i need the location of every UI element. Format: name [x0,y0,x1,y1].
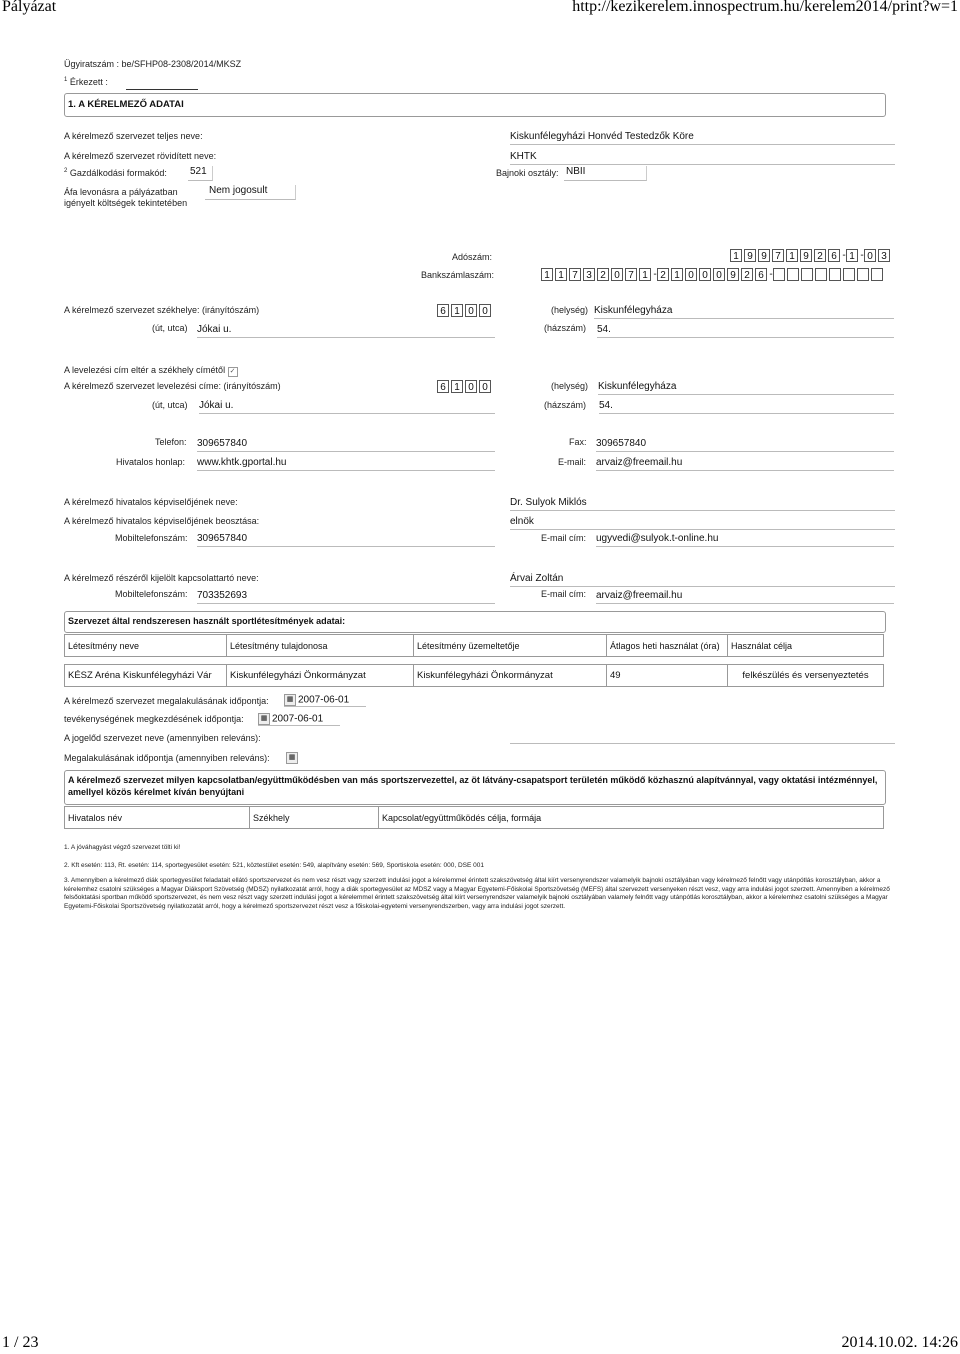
footnote-3: 3. Amennyiben a kérelmező diák sportegyesület feladatait ellátó sportszervezet és nem vesz részt vagy szerzett indulási jogot a kérelemmel érintett szakszövetség által kiírt versenyrendszer valamelyik bajnoki osztályában vagy kérelmező felnőtt vagy utánpótlás korosztályban, akkor a kérelemhez csatolni szükséges a Magyar Diáksport Szövetség (MDSZ) nyilatkozatát arról, hogy a diák sportegyesület az MDSZ vagy a Magyar Egyetemi-Főiskolai Sportszövetség (MEFS) által szervezett versenyeken részt vesz, vagy arra indulási jogot szerzett. Amennyiben a kérelmező felsőoktatási sportban működő sportszervezet, és nem vesz részt vagy szerzett indulási jogot a kérelemmel érintett szakszövetség által kiírt versenyrendszer valamelyik bajnoki osztályában valamely felnőtt vagy utánpótlás korosztályban, akkor a kérelemhez csatolni szükséges a Magyar Egyetemi-Főiskolai Sportszövetség nyilatkozatát arról, hogy a kérelmező sportszervezet részt vesz a főiskolai-egyetemi versenyrendszerben, vagy arra indulási jogot szerzett. [64,877,890,910]
fax-value: 309657840 [596,438,894,452]
digit-box: 1 [846,249,858,262]
digit-box: 0 [699,268,711,281]
digit-box: 7 [772,249,784,262]
league-value: NBII [564,166,647,181]
cooperation-table [64,806,884,829]
contact-name-value: Árvai Zoltán [510,573,895,587]
digit-box: 1 [730,249,742,262]
digit-box: 0 [611,268,623,281]
digit-box [787,268,799,281]
contact-mobile-label: Mobiltelefonszám: [115,589,188,599]
digit-box: 1 [451,304,463,317]
contact-email-value: arvaiz@freemail.hu [596,590,894,604]
gfk-label: $^2$ Gazdálkodási formakód: [64,168,167,178]
started-field [258,713,340,726]
short-name-label: A kérelmező szervezet rövidített neve: [64,151,217,161]
mail-city: Kiskunfélegyháza [598,381,894,395]
rep-name-value: Dr. Sulyok Miklós [510,497,895,511]
founded-value: 2007-06-01 [298,694,350,706]
digit-box: 3 [583,268,595,281]
hq-label: A kérelmező szervezet székhelye: (irányítószám) [64,305,260,315]
predecessor-field[interactable] [510,743,895,744]
league-label: Bajnoki osztály: [496,168,559,178]
digit-box: 9 [744,249,756,262]
digit-box [801,268,813,281]
hq-number: 54. [597,324,894,338]
footnote-2: 2. Kft esetén: 113, Rt. esetén: 114, sportegyesület esetén: 521, köztestület esetén: 549, alapítvány esetén: 569, Sportiskola esetén: 000, DSE 001 [64,862,485,869]
digit-box: 1 [639,268,651,281]
facility-header-owner: Létesítmény tulajdonosa [227,635,414,657]
digit-box: 0 [479,380,491,393]
digit-box [829,268,841,281]
hq-street: Jókai u. [197,324,495,338]
calendar-icon[interactable]: ▦ [286,752,298,764]
facilities-header-table [64,634,884,657]
full-name-value: Kiskunfélegyházi Honvéd Testedzők Köre [510,131,895,145]
mail-number-label: (házszám) [544,400,587,410]
case-number: Ügyiratszám : be/SFHP08-2308/2014/MKSZ [64,59,242,69]
started-value: 2007-06-01 [272,713,324,725]
email-label: E-mail: [558,457,587,467]
rep-name-label: A kérelmező hivatalos képviselőjének neve: [64,497,238,507]
tax-number-label: Adószám: [452,252,493,262]
afa-value: Nem jogosult [205,185,296,200]
fax-label: Fax: [569,437,587,447]
digit-box: 0 [479,304,491,317]
hq-city-label: (helység) [551,305,589,315]
gfk-value: 521 [188,166,213,181]
received-field [126,89,198,90]
mail-city-label: (helység) [551,381,589,391]
digit-box [815,268,827,281]
rep-title-label: A kérelmező hivatalos képviselőjének beosztása: [64,516,260,526]
digit-box: 9 [800,249,812,262]
section-header-box [64,93,886,117]
digit-box: 2 [657,268,669,281]
hq-city: Kiskunfélegyháza [594,305,894,319]
rep-title-value: elnök [510,516,895,530]
digit-box: 0 [685,268,697,281]
contact-mobile-value: 703352693 [197,590,495,604]
digit-box: 0 [864,249,876,262]
email-value: arvaiz@freemail.hu [596,457,894,471]
calendar-icon[interactable]: ▦ [284,694,296,706]
table-row [65,665,884,687]
facility-header-purpose: Használat célja [728,635,884,657]
contact-email-label: E-mail cím: [541,589,586,599]
digit-box: 1 [451,380,463,393]
hq-number-label: (házszám) [544,323,587,333]
website-value: www.khtk.gportal.hu [197,457,495,471]
digit-box: 0 [713,268,725,281]
mail-number: 54. [599,400,894,414]
started-label: tevékenységének megkezdésének időpontja: [64,714,244,724]
mail-label: A kérelmező szervezet levelezési címe: (irányítószám) [64,381,281,391]
mail-diff-label: A levelezési cím eltér a székhely címétől ✓ [64,365,238,377]
digit-box [843,268,855,281]
afa-label-1: Áfa levonásra a pályázatban [64,187,178,197]
pred-founded-label: Megalakulásának időpontja (amennyiben releváns): [64,753,270,763]
facilities-data-table [64,664,884,687]
digit-box: 0 [465,304,477,317]
digit-box: 1 [671,268,683,281]
received-label: $^1$ Érkezett : [64,77,108,87]
digit-box: 2 [814,249,826,262]
digit-box: 1 [555,268,567,281]
hq-zip [437,304,493,317]
print-header-title: Pályázat [2,0,57,15]
coop-header-seat: Székhely [250,807,379,829]
digit-box [773,268,785,281]
full-name-label: A kérelmező szervezet teljes neve: [64,131,203,141]
tax-number-digits [730,249,892,262]
facility-owner: Kiskunfélegyházi Önkormányzat [227,665,414,687]
rep-mobile-value: 309657840 [197,533,495,547]
digit-box [857,268,869,281]
footnote-1: 1. A jóváhagyást végző szervezet tölti ki! [64,844,181,851]
mail-zip [437,380,493,393]
facility-hours: 49 [607,665,728,687]
founded-label: A kérelmező szervezet megalakulásának időpontja: [64,696,269,706]
digit-box: 0 [465,380,477,393]
digit-box: 2 [741,268,753,281]
digit-box: 2 [597,268,609,281]
digit-box: 7 [569,268,581,281]
founded-field [284,694,366,707]
digit-box [871,268,883,281]
contact-name-label: A kérelmező részéről kijelölt kapcsolattartó neve: [64,573,259,583]
facility-name: KÉSZ Aréna Kiskunfélegyházi Vár [65,665,227,687]
website-label: Hivatalos honlap: [116,457,186,467]
digit-separator: - [842,250,846,261]
digit-box: 9 [758,249,770,262]
facility-header-operator: Létesítmény üzemeltetője [414,635,607,657]
rep-email-label: E-mail cím: [541,533,586,543]
short-name-value: KHTK [510,151,895,165]
section-title: 1. A KÉRELMEZŐ ADATAI [68,99,184,110]
cooperation-question: A kérelmező szervezet milyen kapcsolatban/együttműködésben van más sportszervezettel, az öt látvány-csapatsport területén működő közhasznú alapítvánnyal, vagy oktatási intézménnyel, amellyel közös kérelmet kíván benyújtani [68,775,878,797]
mail-street: Jókai u. [199,400,495,414]
afa-label-2: igényelt költségek tekintetében [64,198,188,208]
digit-box: 7 [625,268,637,281]
rep-email-value: ugyvedi@sulyok.t-online.hu [596,533,894,547]
facility-operator: Kiskunfélegyházi Önkormányzat [414,665,607,687]
digit-separator: - [860,250,864,261]
mail-street-label: (út, utca) [152,400,188,410]
facility-purpose: felkészülés és versenyeztetés [728,665,884,687]
digit-box: 6 [755,268,767,281]
mail-diff-checkbox[interactable]: ✓ [228,367,238,377]
coop-header-purpose: Kapcsolat/együttműködés célja, formája [379,807,884,829]
digit-box: 6 [437,304,449,317]
digit-box: 3 [878,249,890,262]
pred-founded-field[interactable] [286,752,300,764]
facilities-title: Szervezet által rendszeresen használt sportlétesítmények adatai: [68,616,346,626]
digit-separator: - [769,269,773,280]
phone-label: Telefon: [155,437,187,447]
predecessor-label: A jogelőd szervezet neve (amennyiben releváns): [64,733,261,743]
facility-header-name: Létesítmény neve [65,635,227,657]
phone-value: 309657840 [197,438,495,452]
bank-account-label: Bankszámlaszám: [421,270,495,280]
print-header-url: http://kezikerelem.innospectrum.hu/kerelem2014/print?w=1 [572,0,958,15]
hq-street-label: (út, utca) [152,323,188,333]
calendar-icon[interactable]: ▦ [258,713,270,725]
bank-account-digits [541,268,885,281]
digit-box: 6 [437,380,449,393]
facility-header-hours: Átlagos heti használat (óra) [607,635,728,657]
digit-box: 6 [828,249,840,262]
print-footer-datetime: 2014.10.02. 14:26 [841,1334,958,1351]
digit-box: 9 [727,268,739,281]
digit-separator: - [653,269,657,280]
print-footer-page: 1 / 23 [2,1334,39,1351]
digit-box: 1 [541,268,553,281]
coop-header-name: Hivatalos név [65,807,250,829]
digit-box: 1 [786,249,798,262]
rep-mobile-label: Mobiltelefonszám: [115,533,188,543]
